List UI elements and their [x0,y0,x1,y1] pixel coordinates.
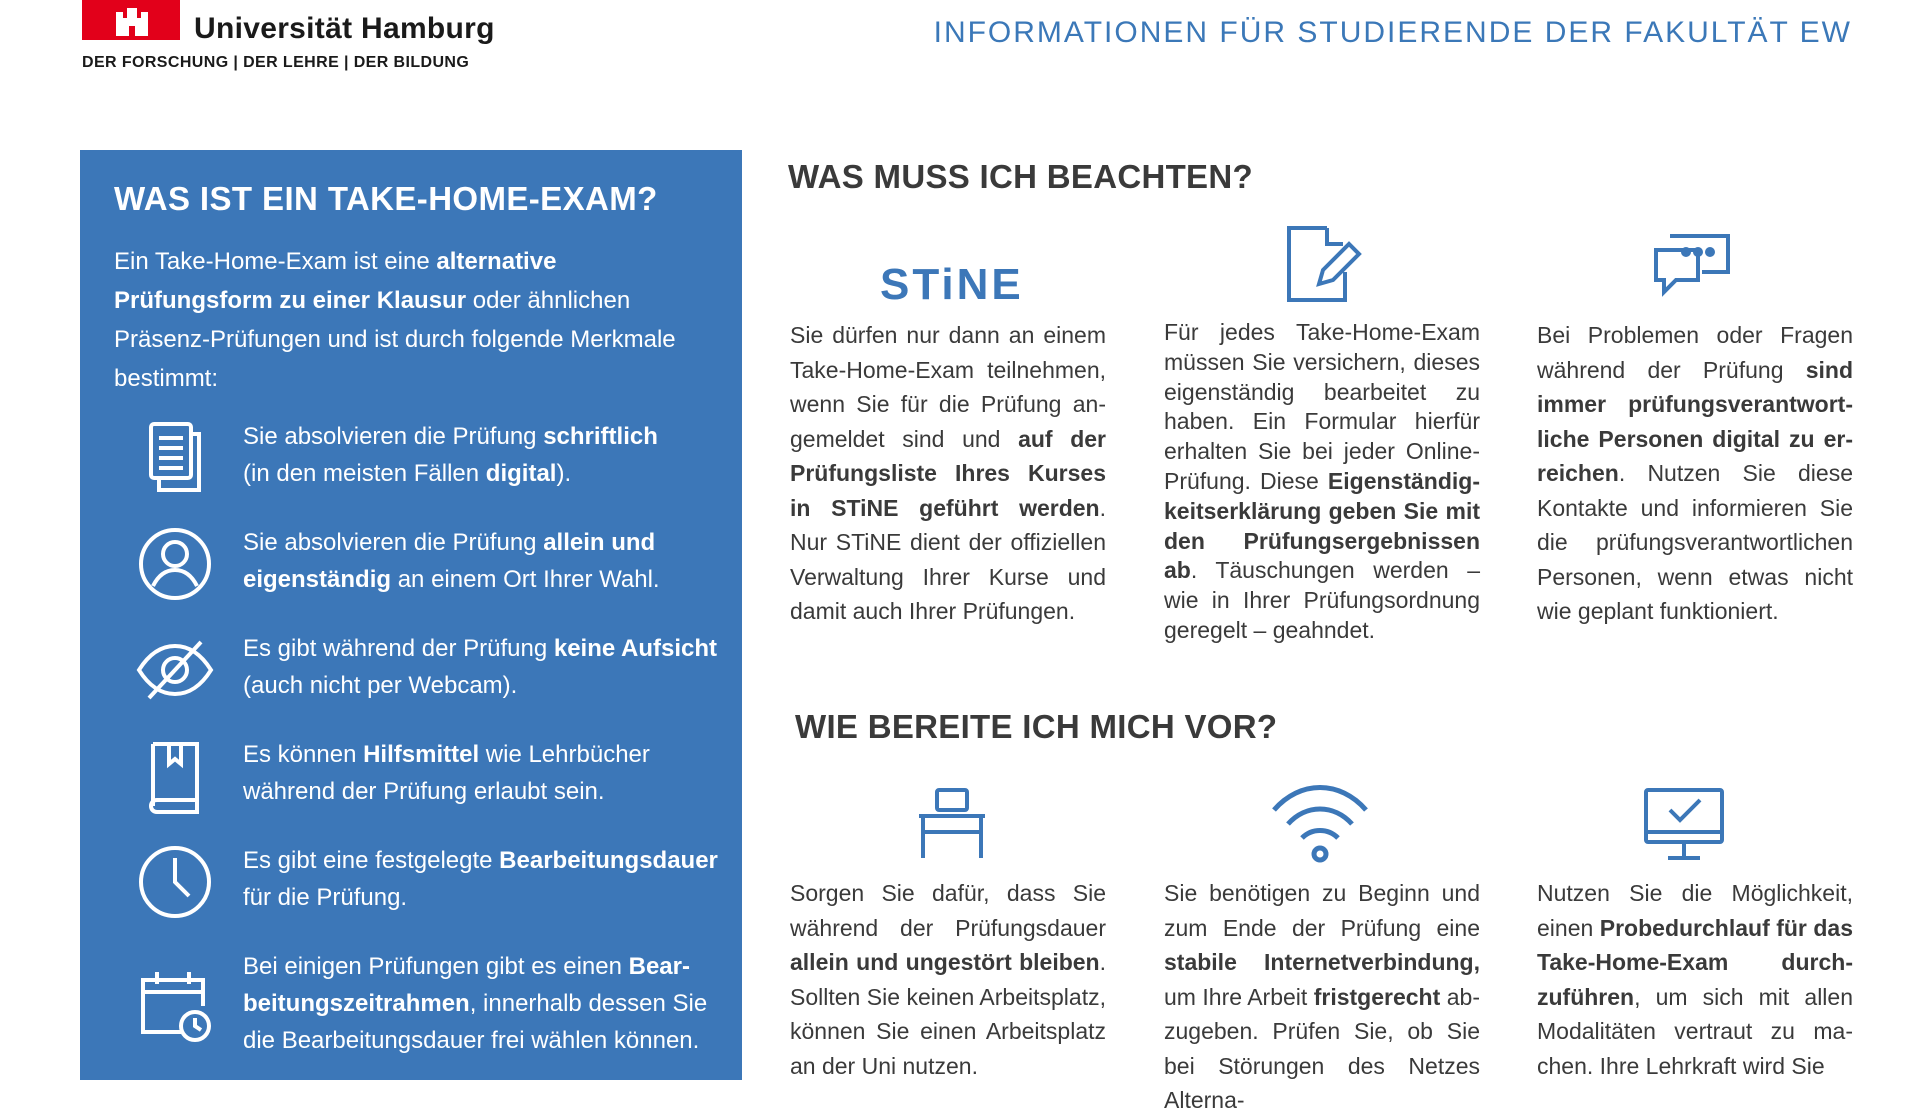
feature-text: Es gibt während der Prüfung keine Aufsicht (auch nicht per Webcam). [243,635,718,699]
document-edit-icon [1283,224,1359,309]
feature-written [80,418,742,508]
panel-intro: Ein Take-Home-Exam ist eine alternative Prüfungsform zu einer Klausur oder ähnlichen Präsenz-Prüfungen und ist durch folgende Merkmale bestimmt: [114,248,676,392]
beachten-text-1: Sie dürfen nur dann an einem Take-Home-Exam teilnehmen, wenn Sie für die Prüfung angemeldet sind und auf der Prüfungsliste Ihres Kurses in STiNE geführt werden. Nur STiNE dient der offiziellen Verwaltung Ihrer Kurse und damit auch Ihrer Prüfungen. [790,322,1106,624]
feature-alone [80,524,742,614]
feature-text: Bei einigen Prüfungen gibt es einen Bearbeitungszeitrahmen, innerhalb dessen Sie die Bearbeitungsdauer frei wählen können. [243,953,708,1054]
feature-aids [80,736,742,826]
eye-slash-icon [135,630,215,710]
chat-icon [1650,226,1734,307]
wifi-icon [1270,780,1370,871]
feature-time-frame [80,948,742,1068]
beachten-text-2: Für jedes Take-Home-Exam müssen Sie versichern, dieses eigenständig bearbeitet zu haben. Ein Formular hierfür erhalten Sie bei jeder Online-Prüfung. Diese Eigenständigkeitserklärung geben Sie mit den Prüfungsergebnissen ab. Täuschungen werden – wie in Ihrer Prüfungsordnung geregelt – geahndet. [1164,319,1480,643]
section-title-beachten: WAS MUSS ICH BEACHTEN? [788,158,1253,195]
clock-icon [135,842,215,922]
university-logo [82,0,502,80]
university-name: Universität Hamburg [194,12,495,45]
vorbereiten-text-1: Sorgen Sie dafür, dass Sie während der Prüfungsdauer allein und ungestört bleiben. Sollten Sie keinen Arbeitsplatz, können Sie einen Arbeitsplatz an der Uni nutzen. [790,880,1106,1079]
feature-duration [80,842,742,932]
vorbereiten-text-3: Nutzen Sie die Möglichkeit, einen Probedurchlauf für das Take-Home-Exam durchzuführen, um sich mit allen Modalitäten vertraut zu machen. Ihre Lehrkraft wird Sie [1537,880,1853,1079]
stine-logo: STiNE [880,260,1024,309]
feature-text: Es gibt eine festgelegte Bearbeitungsdauer für die Prüfung. [243,847,718,911]
section-title-vorbereiten: WIE BEREITE ICH MICH VOR? [795,708,1278,745]
monitor-check-icon [1642,786,1726,869]
feature-text: Es können Hilfsmittel wie Lehrbücher während der Prüfung erlaubt sein. [243,741,650,805]
university-tagline: DER FORSCHUNG | DER LEHRE | DER BILDUNG [82,54,470,71]
vorbereiten-text-2: Sie benötigen zu Beginn und zum Ende der Prüfung eine stabile Internetverbindung, um Ihre Arbeit fristgerecht abzugeben. Prüfen Sie, ob Sie bei Störungen des Netzes Alterna- [1164,880,1480,1113]
hamburg-castle-icon [82,0,180,40]
beachten-text-3: Bei Problemen oder Fragen während der Prüfung sind immer prüfungsverantwortliche Personen digital zu erreichen. Nutzen Sie diese Kontakte und informieren Sie die prüfungsverantwortlichen Personen, wenn etwas nicht wie geplant funktioniert. [1537,322,1853,624]
page-title: INFORMATIONEN FÜR STUDIERENDE DER FAKULTÄT EW [933,16,1852,49]
feature-no-supervision [80,630,742,720]
take-home-exam-info-panel [80,150,742,1080]
user-icon [135,524,215,604]
book-icon [135,736,215,816]
feature-text: Sie absolvieren die Prüfung allein und eigenständig an einem Ort Ihrer Wahl. [243,529,660,593]
desk-icon [915,786,989,867]
feature-text: Sie absolvieren die Prüfung schriftlich (in den meisten Fällen digital). [243,423,658,487]
panel-title: WAS IST EIN TAKE-HOME-EXAM? [114,180,658,217]
calendar-clock-icon [135,966,215,1046]
document-icon [135,418,215,498]
